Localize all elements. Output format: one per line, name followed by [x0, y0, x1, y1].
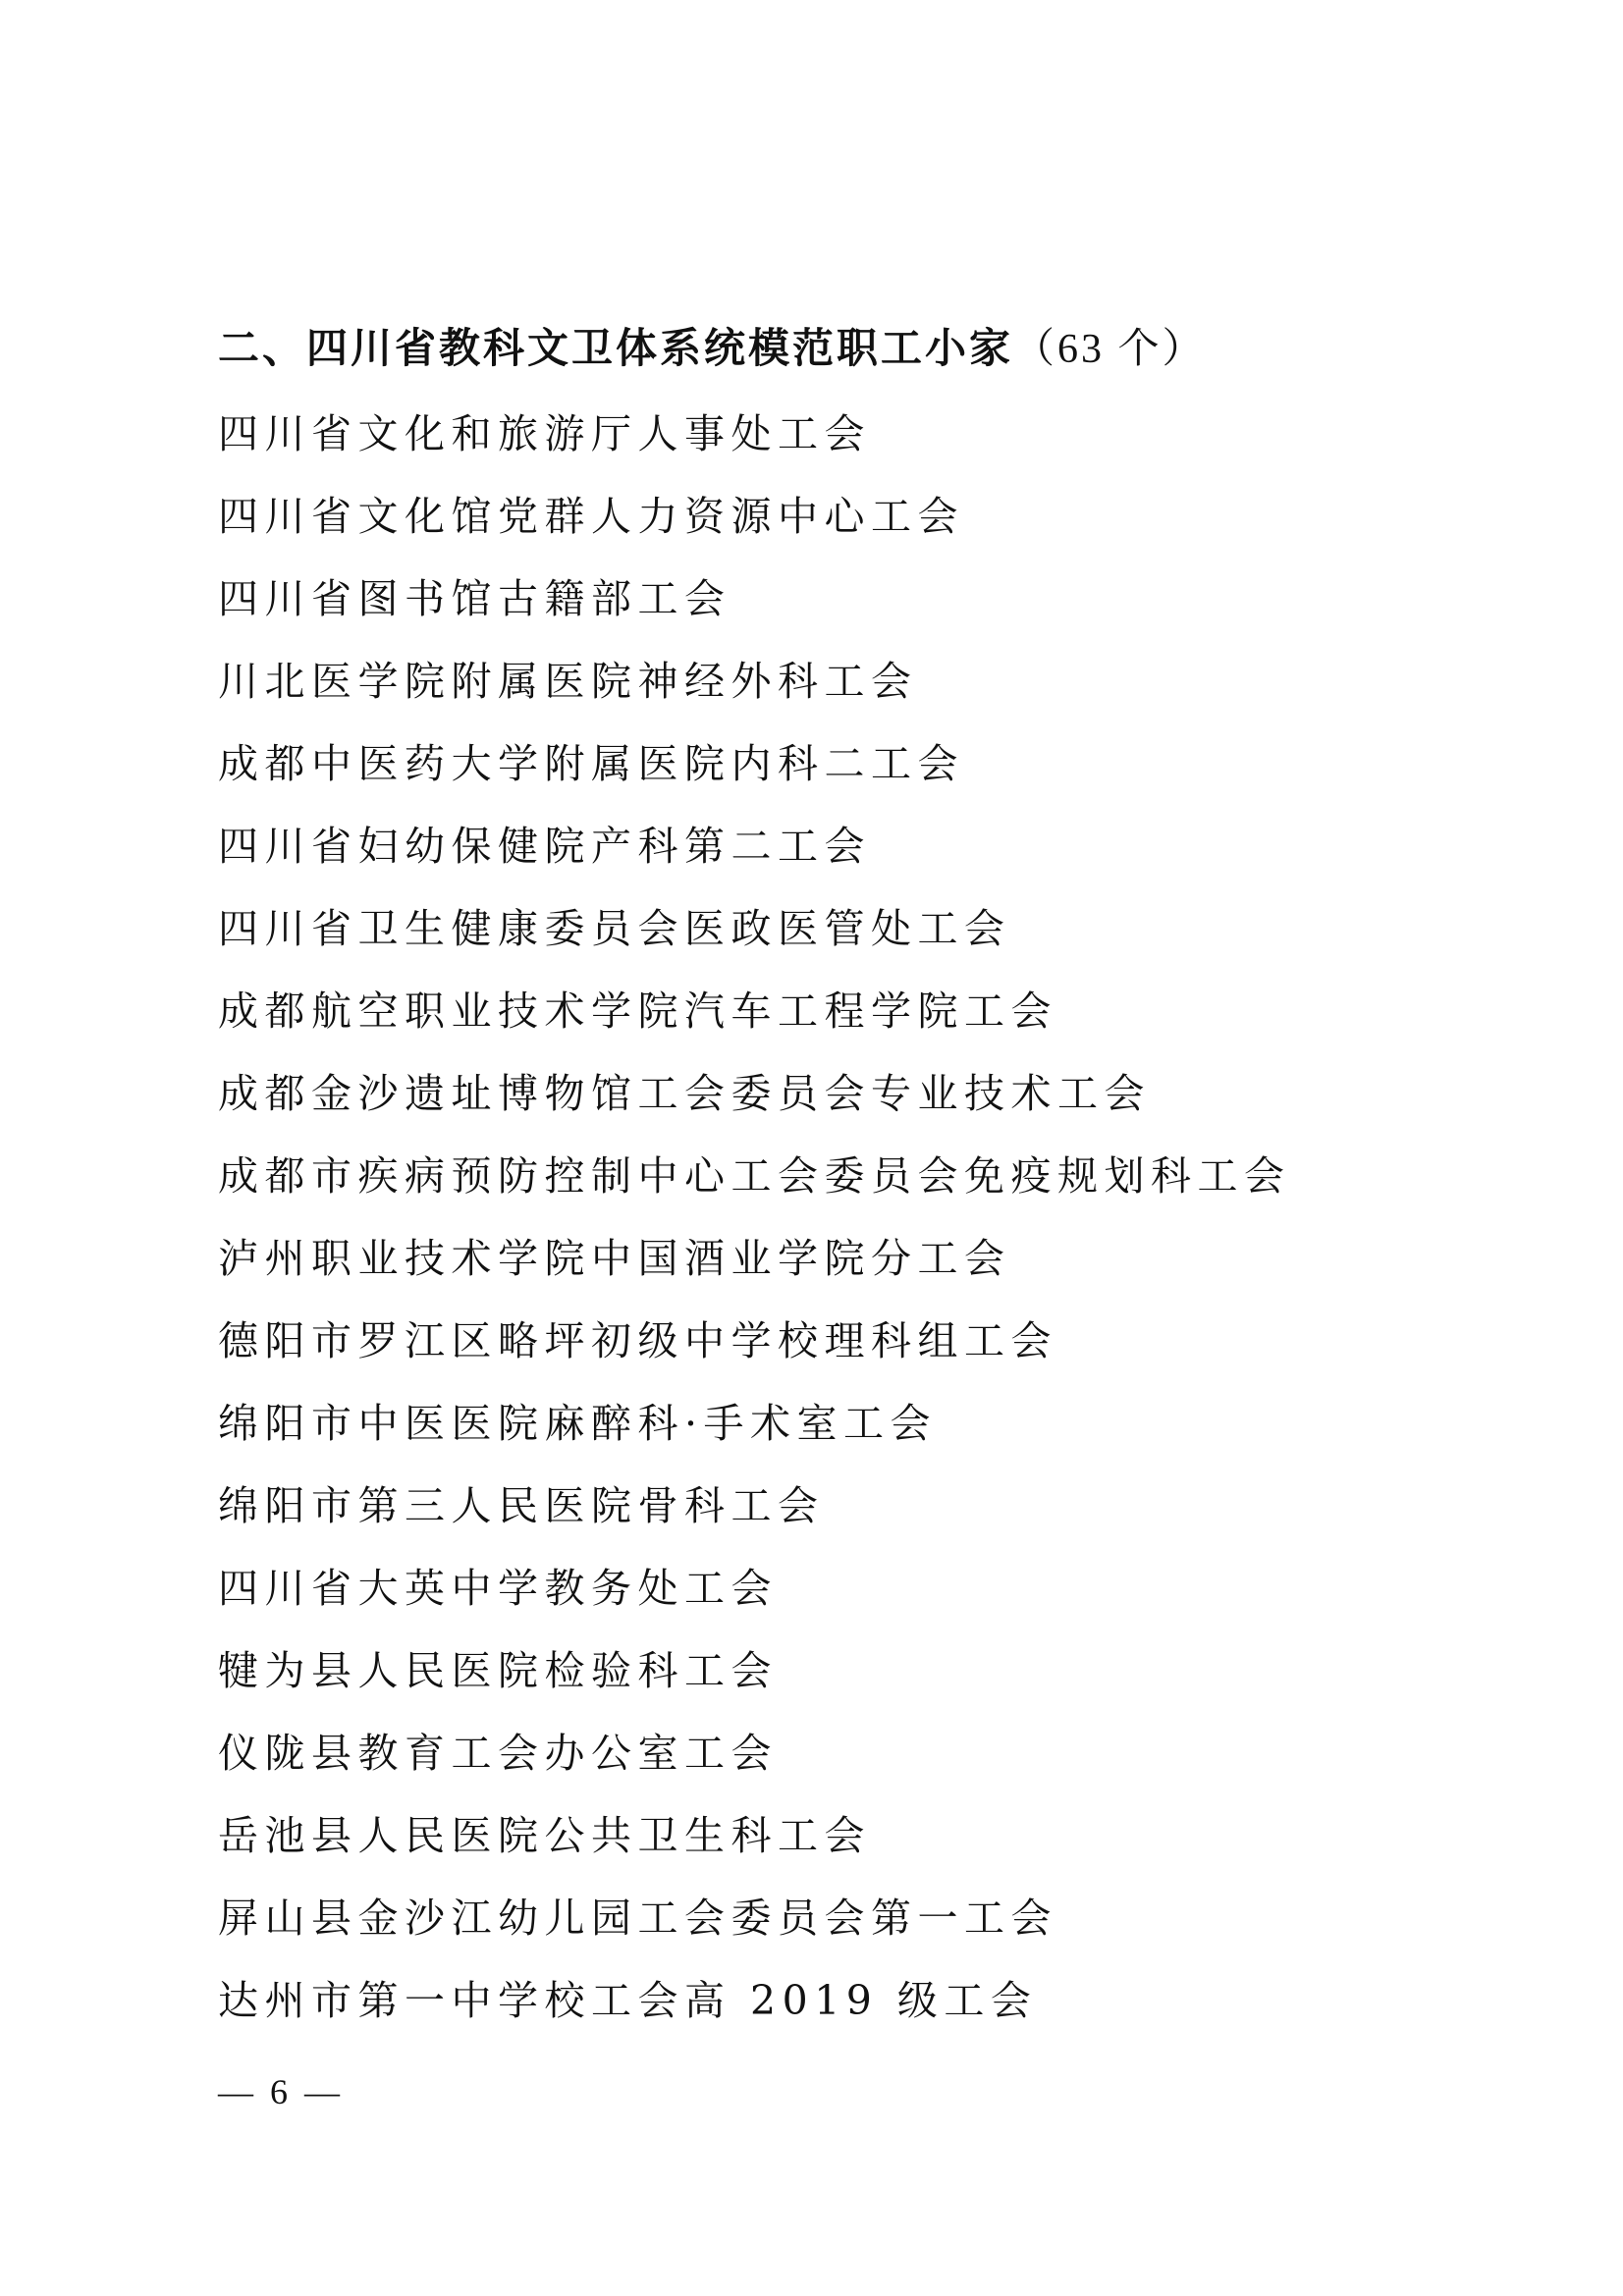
- section-heading-text: 二、四川省教科文卫体系统模范职工小家: [218, 324, 1014, 372]
- list-item: 绵阳市第三人民医院骨科工会: [218, 1482, 825, 1529]
- page-number: — 6 —: [218, 2072, 344, 2111]
- list-item: 达州市第一中学校工会高 2019 级工会: [218, 1977, 1038, 2024]
- list-item: 泸州职业技术学院中国酒业学院分工会: [218, 1235, 1011, 1282]
- list-item: 犍为县人民医院检验科工会: [218, 1647, 778, 1694]
- section-heading: [218, 316, 1207, 375]
- list-item: 川北医学院附属医院神经外科工会: [218, 658, 918, 705]
- list-item: 四川省妇幼保健院产科第二工会: [218, 823, 871, 870]
- list-item: 仪陇县教育工会办公室工会: [218, 1730, 778, 1777]
- list-item: 四川省卫生健康委员会医政医管处工会: [218, 905, 1011, 952]
- list-item: 成都市疾病预防控制中心工会委员会免疫规划科工会: [218, 1152, 1291, 1200]
- list-item: 成都金沙遗址博物馆工会委员会专业技术工会: [218, 1070, 1151, 1117]
- list-item: 屏山县金沙江幼儿园工会委员会第一工会: [218, 1895, 1057, 1942]
- list-item: 岳池县人民医院公共卫生科工会: [218, 1812, 871, 1859]
- list-item: 四川省图书馆古籍部工会: [218, 575, 731, 622]
- list-item: 四川省文化馆党群人力资源中心工会: [218, 493, 964, 540]
- list-item: 成都航空职业技术学院汽车工程学院工会: [218, 988, 1057, 1035]
- list-item: 德阳市罗江区略坪初级中学校理科组工会: [218, 1317, 1057, 1364]
- list-item: 成都中医药大学附属医院内科二工会: [218, 740, 964, 787]
- organization-list: [218, 400, 1291, 2050]
- list-item: 绵阳市中医医院麻醉科·手术室工会: [218, 1400, 938, 1447]
- list-item: 四川省大英中学教务处工会: [218, 1565, 778, 1612]
- list-item: 四川省文化和旅游厅人事处工会: [218, 410, 871, 457]
- section-heading-count: （63 个）: [1013, 327, 1207, 372]
